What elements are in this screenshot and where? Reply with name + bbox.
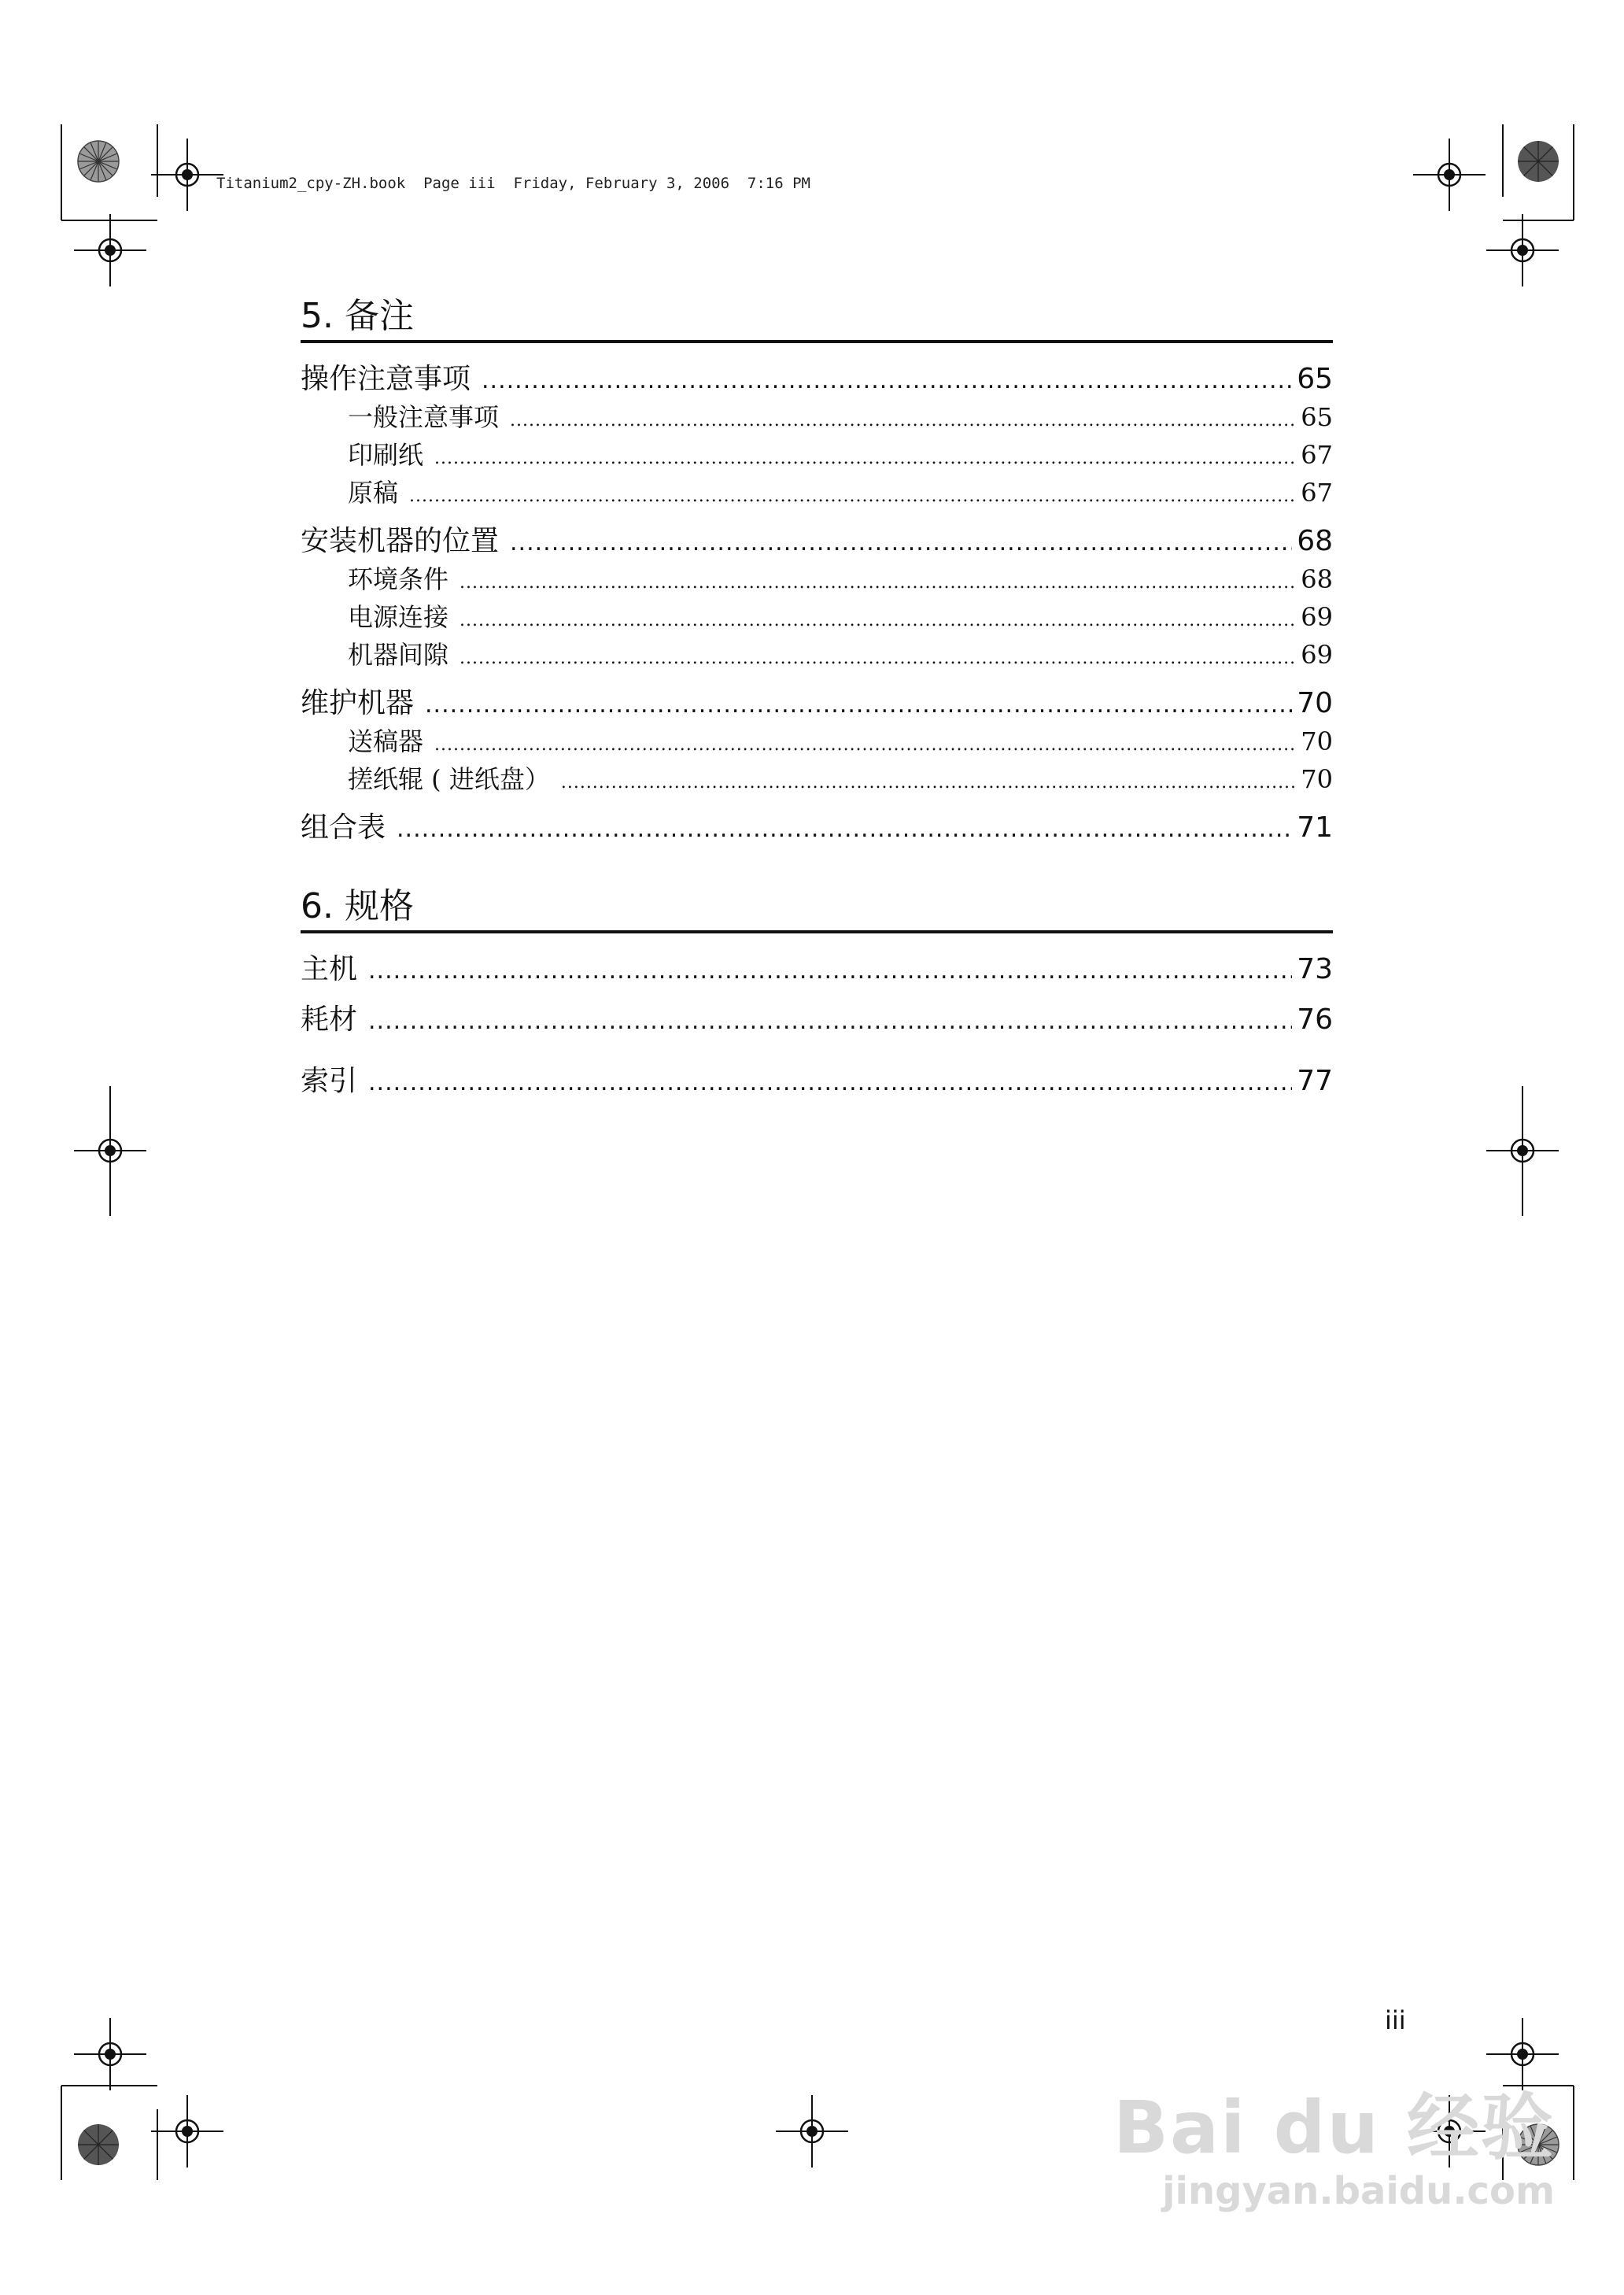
- toc-entry-label: 原稿: [348, 478, 399, 508]
- toc-entry-page: 70: [1297, 687, 1333, 719]
- toc-entry-label: 搓纸辊 ( 进纸盘）: [348, 764, 550, 794]
- toc-subentry[interactable]: [301, 722, 1333, 760]
- watermark: [1113, 2086, 1555, 2215]
- toc-entry-page: 65: [1301, 402, 1333, 432]
- dot-leader: [460, 602, 1296, 640]
- toc-entry-label: 一般注意事项: [348, 402, 500, 432]
- toc-entry-page: 68: [1297, 525, 1333, 557]
- dot-leader: [397, 811, 1292, 848]
- toc-entry-page: 69: [1301, 640, 1333, 670]
- dot-leader: [368, 1003, 1292, 1040]
- toc-entry-label: 主机: [301, 953, 358, 985]
- toc-entry-label: 印刷纸: [348, 440, 424, 470]
- toc-subentry[interactable]: [301, 760, 1333, 798]
- toc-entry[interactable]: [301, 523, 1333, 560]
- toc-entry-page: 68: [1301, 564, 1333, 594]
- dot-leader: [434, 440, 1296, 478]
- toc-entry[interactable]: [301, 809, 1333, 847]
- toc-entry-label: 组合表: [301, 811, 386, 844]
- watermark-url: jingyan.baidu.com: [1162, 2169, 1555, 2213]
- dot-leader: [510, 402, 1296, 440]
- toc-entry-page: 73: [1297, 953, 1333, 985]
- toc-entry[interactable]: [301, 951, 1333, 989]
- section-title: 6. 规格: [301, 883, 1333, 933]
- dot-leader: [561, 764, 1296, 802]
- dot-leader: [368, 952, 1292, 990]
- toc-entry-label: 维护机器: [301, 687, 415, 719]
- toc-entry-label: 耗材: [301, 1003, 358, 1036]
- toc-entry-index[interactable]: [301, 1062, 1333, 1100]
- dot-leader: [434, 726, 1296, 764]
- toc-entry-label: 操作注意事项: [301, 363, 471, 395]
- dot-leader: [368, 1064, 1292, 1102]
- toc-entry-page: 76: [1297, 1003, 1333, 1036]
- toc-entry-page: 67: [1301, 478, 1333, 508]
- toc-entry[interactable]: [301, 1001, 1333, 1039]
- toc-entry-label: 环境条件: [348, 564, 449, 594]
- toc-entry-label: 安装机器的位置: [301, 525, 500, 557]
- watermark-brand: Bai du 经验: [1113, 2086, 1555, 2170]
- toc-entry-label: 电源连接: [348, 602, 449, 632]
- toc-subentry[interactable]: [301, 474, 1333, 512]
- toc-entry-page: 65: [1297, 363, 1333, 395]
- toc-section-6: [301, 883, 1333, 1100]
- dot-leader: [510, 524, 1292, 562]
- toc-entry-page: 70: [1301, 764, 1333, 794]
- toc-entry-label: 机器间隙: [348, 640, 449, 670]
- dot-leader: [460, 640, 1296, 678]
- toc-entry-page: 70: [1301, 726, 1333, 756]
- toc-subentry[interactable]: [301, 598, 1333, 636]
- toc-entry[interactable]: [301, 360, 1333, 398]
- toc-subentry[interactable]: [301, 636, 1333, 674]
- page-folio: iii: [1385, 2005, 1406, 2035]
- toc-subentry[interactable]: [301, 560, 1333, 598]
- toc-subentry[interactable]: [301, 398, 1333, 436]
- toc-entry-page: 71: [1297, 811, 1333, 844]
- toc-entry-page: 67: [1301, 440, 1333, 470]
- toc-entry-page: 77: [1297, 1065, 1333, 1097]
- dot-leader: [409, 478, 1296, 516]
- dot-leader: [482, 362, 1292, 400]
- section-title: 5. 备注: [301, 293, 1333, 343]
- print-info: Titanium2_cpy-ZH.book Page iii Friday, February 3, 2006 7:16 PM: [216, 175, 810, 192]
- dot-leader: [460, 564, 1296, 602]
- toc-subentry[interactable]: [301, 436, 1333, 474]
- dot-leader: [425, 686, 1292, 724]
- toc-entry[interactable]: [301, 685, 1333, 722]
- toc-section-5: [301, 293, 1333, 847]
- toc-entry-label: 送稿器: [348, 726, 424, 756]
- toc-entry-page: 69: [1301, 602, 1333, 632]
- toc-entry-label: 索引: [301, 1065, 358, 1097]
